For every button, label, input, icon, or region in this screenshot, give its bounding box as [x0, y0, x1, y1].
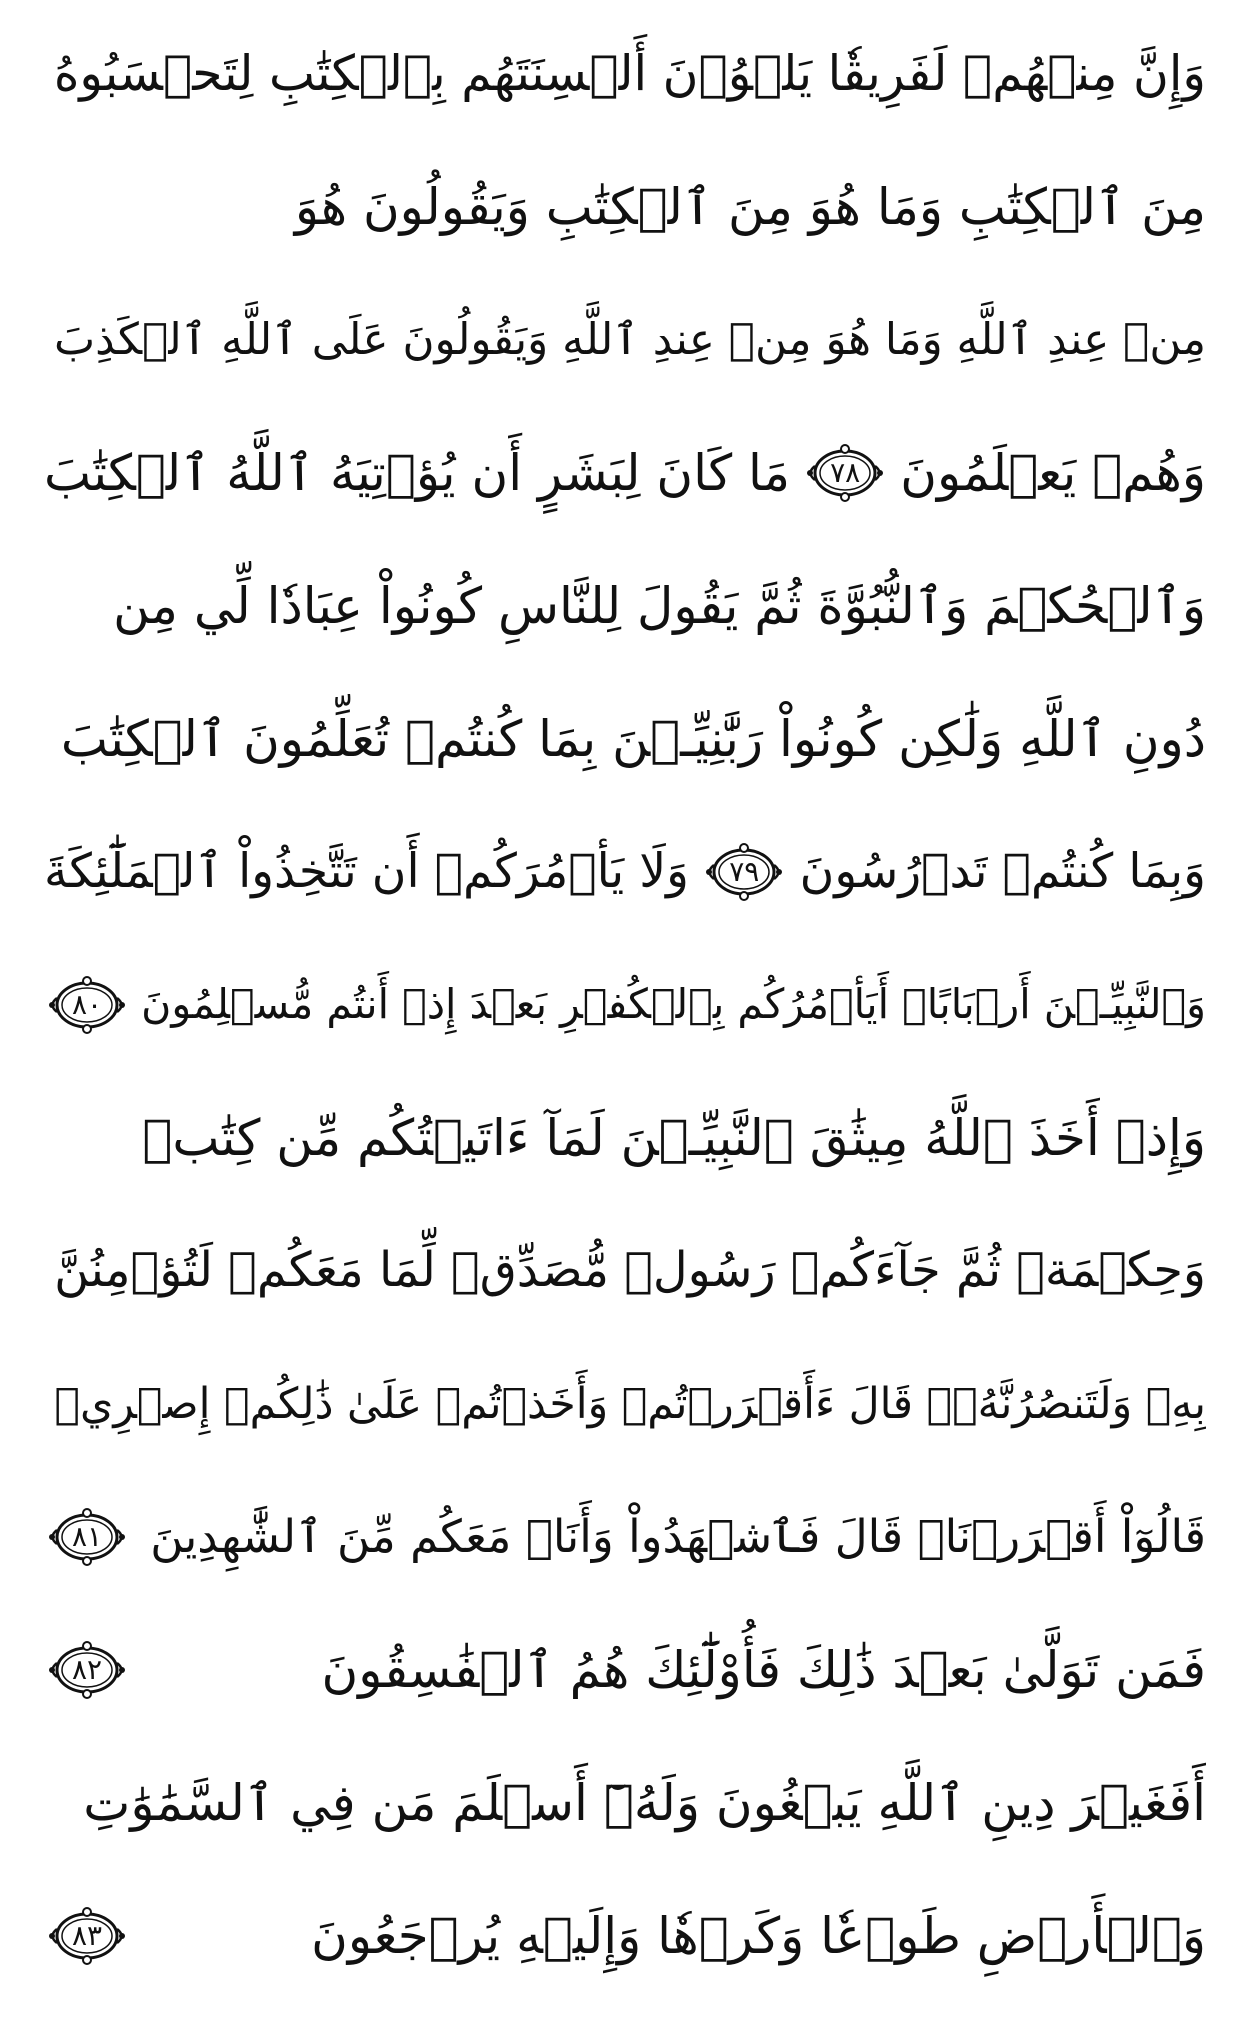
- ayah-number-marker: [44, 1506, 130, 1568]
- verse-line: [44, 1215, 1206, 1327]
- verse-line: [44, 1082, 1206, 1194]
- ayah-number: ٨٣: [71, 1919, 103, 1952]
- ayah-number: ٨١: [71, 1520, 103, 1553]
- verse-line: [44, 417, 1206, 529]
- verse-text: مَا كَانَ لِبَشَرٍ أَن يُؤۡتِيَهُ ٱللَّهُ ٱلۡكِتَٰبَ: [44, 444, 791, 502]
- verse-line: [44, 1481, 1206, 1593]
- verse-text: وَهُمۡ يَعۡلَمُونَ: [900, 444, 1206, 502]
- ayah-number: ٨٠: [71, 988, 103, 1021]
- ayah-number: ٧٨: [830, 456, 861, 489]
- verse-line: [44, 1614, 1206, 1726]
- verse-text: وَبِمَا كُنتُمۡ تَدۡرُسُونَ: [799, 844, 1206, 900]
- verse-line: [44, 1747, 1206, 1859]
- verse-line: [44, 18, 1206, 130]
- verse-line: [44, 284, 1206, 396]
- ayah-number: ٨٢: [71, 1653, 103, 1686]
- verse-text: مِنۡ عِندِ ٱللَّهِ وَمَا هُوَ مِنۡ عِندِ ٱللَّهِ وَيَقُولُونَ عَلَى ٱللَّهِ ٱلۡكَذِبَ: [54, 314, 1206, 366]
- verse-text: مِنَ ٱلۡكِتَٰبِ وَمَا هُوَ مِنَ ٱلۡكِتَٰبِ وَيَقُولُونَ هُوَ: [294, 178, 1206, 236]
- verse-line: [44, 151, 1206, 263]
- verse-text: بِهِۦ وَلَتَنصُرُنَّهُۥۚ قَالَ ءَأَقۡرَرۡتُمۡ وَأَخَذۡتُمۡ عَلَىٰ ذَٰلِكُمۡ إِصۡرِيۖ: [54, 1378, 1206, 1429]
- verse-text: وَٱلنَّبِيِّـۧنَ أَرۡبَابًاۗ أَيَأۡمُرُكُم بِٱلۡكُفۡرِ بَعۡدَ إِذۡ أَنتُم مُّسۡلِمُونَ: [141, 980, 1206, 1029]
- ayah-number-marker: [44, 974, 130, 1036]
- verse-line: [44, 949, 1206, 1061]
- verse-text: فَمَن تَوَلَّىٰ بَعۡدَ ذَٰلِكَ فَأُوْلَٰٓئِكَ هُمُ ٱلۡفَٰسِقُونَ: [321, 1641, 1206, 1699]
- ayah-number: ٧٩: [729, 855, 760, 888]
- verse-text: وَإِنَّ مِنۡهُمۡ لَفَرِيقٗا يَلۡوُۥنَ أَلۡسِنَتَهُم بِٱلۡكِتَٰبِ لِتَحۡسَبُوهُ: [53, 44, 1206, 102]
- verse-line: [44, 1348, 1206, 1460]
- verse-lines: [44, 18, 1206, 1992]
- verse-line: [44, 683, 1206, 795]
- verse-text: وَلَا يَأۡمُرَكُمۡ أَن تَتَّخِذُواْ ٱلۡمَلَٰٓئِكَةَ: [44, 844, 689, 900]
- verse-text: قَالُوٓاْ أَقۡرَرۡنَاۚ قَالَ فَٱشۡهَدُواْ وَأَنَا۠ مَعَكُم مِّنَ ٱلشَّٰهِدِينَ: [150, 1510, 1206, 1564]
- verse-line: [44, 550, 1206, 662]
- verse-text: وَحِكۡمَةٖ ثُمَّ جَآءَكُمۡ رَسُولٞ مُّصَدِّقٞ لِّمَا مَعَكُمۡ لَتُؤۡمِنُنَّ: [54, 1243, 1206, 1299]
- verse-line: [44, 1880, 1206, 1992]
- verse-text: وَإِذۡ أَخَذَ ٱللَّهُ مِيثَٰقَ ٱلنَّبِيِّـۧنَ لَمَآ ءَاتَيۡتُكُم مِّن كِتَٰبٖ: [142, 1109, 1206, 1167]
- verse-text: دُونِ ٱللَّهِ وَلَٰكِن كُونُواْ رَبَّٰنِيِّـۧنَ بِمَا كُنتُمۡ تُعَلِّمُونَ ٱلۡكِتَٰبَ: [60, 710, 1206, 768]
- verse-text: وَٱلۡأَرۡضِ طَوۡعٗا وَكَرۡهٗا وَإِلَيۡهِ يُرۡجَعُونَ: [311, 1907, 1206, 1965]
- ayah-number-marker: [44, 1639, 130, 1701]
- ayah-number-marker: [44, 1905, 130, 1967]
- ayah-number-marker: [701, 841, 787, 903]
- ayah-number-marker: [802, 442, 888, 504]
- verse-text: أَفَغَيۡرَ دِينِ ٱللَّهِ يَبۡغُونَ وَلَهُۥٓ أَسۡلَمَ مَن فِي ٱلسَّمَٰوَٰتِ: [83, 1774, 1206, 1832]
- verse-line: [44, 816, 1206, 928]
- verse-text: وَٱلۡحُكۡمَ وَٱلنُّبُوَّةَ ثُمَّ يَقُولَ لِلنَّاسِ كُونُواْ عِبَادٗا لِّي مِن: [113, 577, 1206, 635]
